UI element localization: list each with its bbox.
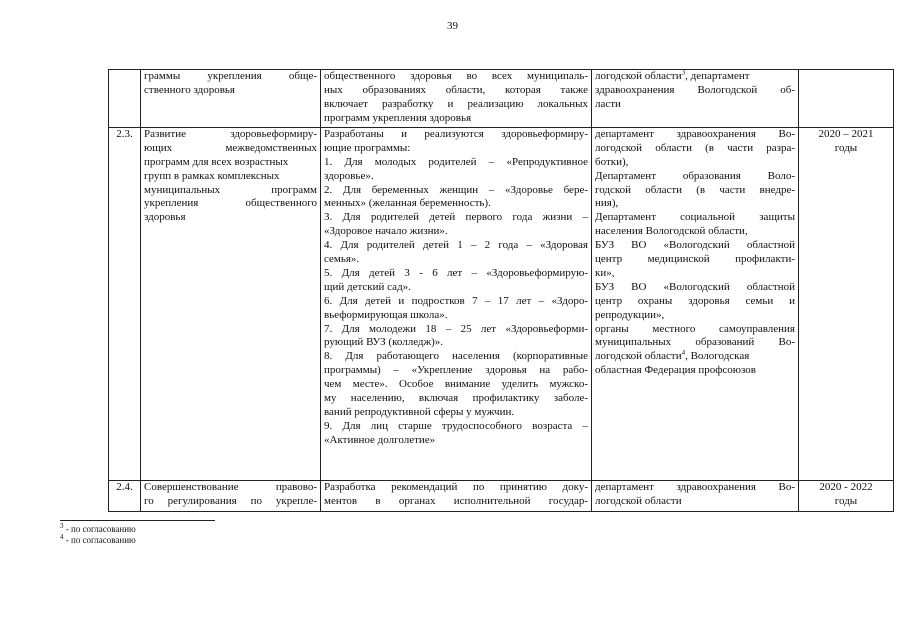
measure-title-line: укрепления общественного [144, 197, 317, 210]
executor-line: ботки), [595, 155, 629, 168]
footnote-mark: 3 [60, 522, 64, 530]
measure-title-line: Развитие здоровьеформиру- [144, 128, 317, 140]
content-line: 1. Для молодых родителей – «Репродуктивное [324, 155, 588, 168]
executor-line: Департамент образования Воло- [595, 169, 795, 182]
measure-content-cell [321, 128, 592, 481]
footnote-text: - по согласованию [63, 535, 136, 545]
executor-line: репродукции», [595, 308, 665, 321]
content-line: щий детский сад». [324, 280, 411, 293]
measure-content-cell [321, 481, 592, 512]
content-line: ных образованиях области, которая также [324, 83, 588, 96]
executor-line: департамент здравоохранения Во- [595, 481, 795, 493]
measure-title-line: групп в рамках комплексных [144, 169, 280, 182]
table-row [109, 70, 894, 128]
executor-line: органы местного самоуправления [595, 322, 795, 335]
footnote-ref: 4 [681, 350, 686, 357]
footnote-text: - по согласованию [63, 524, 136, 534]
content-line: ментов в органах исполнительной государ- [324, 494, 588, 507]
table-row [109, 481, 894, 512]
content-line: ющие программы: [324, 141, 411, 154]
executor-line: БУЗ ВО «Вологодский областной [595, 280, 795, 293]
executor-text: , Вологодская [685, 350, 750, 363]
executor-line: центр медицинской профилакти- [595, 253, 795, 266]
executor-line: муниципальных образований Во- [595, 336, 795, 349]
content-line: «Активное долголетие» [324, 433, 436, 446]
row-number: 2.3. [109, 128, 141, 481]
executors-cell [592, 481, 799, 512]
content-line: Разработаны и реализуются здоровьеформиру- [324, 128, 588, 140]
footnote-divider [60, 520, 215, 521]
dates-line: годы [834, 141, 858, 154]
footnote [60, 535, 136, 546]
executor-line: департамент здравоохранения Во- [595, 128, 795, 140]
executors-cell [592, 128, 799, 481]
content-line: программ укрепления здоровья [324, 111, 472, 124]
executor-line: областная Федерация профсоюзов [595, 364, 756, 377]
content-line: 9. Для лиц старше трудоспособного возраста – [324, 419, 588, 432]
footnotes [60, 524, 136, 546]
executor-line [595, 350, 795, 364]
executor-line: годской области (в части внедре- [595, 183, 795, 196]
measure-title-cell [141, 128, 321, 481]
dates-cell [799, 481, 894, 512]
measure-title-cell [141, 70, 321, 128]
content-line: программы) – «Укрепление здоровья на рабо- [324, 364, 588, 377]
content-line: Разработка рекомендаций по принятию доку- [324, 481, 588, 493]
footnote [60, 524, 136, 535]
measures-table [108, 69, 894, 512]
executor-line: населения Вологодской области, [595, 225, 748, 238]
executor-line: здравоохранения Вологодской об- [595, 83, 795, 96]
page-number: 39 [447, 20, 458, 32]
dates-line: 2020 – 2021 [818, 128, 874, 140]
measure-title-line: здоровья [144, 211, 186, 224]
table-row [109, 128, 894, 481]
executor-line [595, 70, 795, 84]
executors-cell [592, 70, 799, 128]
footnote-ref: 3 [681, 70, 686, 77]
executor-line: Департамент социальной защиты [595, 211, 795, 224]
content-line: 4. Для родителей детей 1 – 2 года – «Здоровая [324, 239, 588, 252]
content-line: 5. Для детей 3 - 6 лет – «Здоровьеформирую- [324, 266, 588, 279]
dates-line: 2020 - 2022 [819, 481, 873, 493]
content-line: вьеформирующая школа». [324, 308, 448, 321]
measure-title-cell [141, 481, 321, 512]
dates-cell [799, 70, 894, 128]
content-line: общественного здоровья во всех муниципаль- [324, 70, 588, 82]
measure-title-line: Совершенствование правово- [144, 481, 317, 493]
executor-text: , департамент [685, 70, 750, 82]
content-line: 6. Для детей и подростков 7 – 17 лет – «Здоро- [324, 294, 588, 307]
executor-line: центр охраны здоровья семьи и [595, 294, 795, 307]
content-line: 7. Для молодежи 18 – 25 лет «Здоровьеформи- [324, 322, 588, 335]
content-line: включает разработку и реализацию локальных [324, 97, 588, 110]
row-number [109, 70, 141, 128]
executor-line: логодской области [595, 494, 682, 507]
content-line: му населению, включая профилактику заболе- [324, 392, 588, 405]
content-line: рующий ВУЗ (колледж)». [324, 336, 444, 349]
executor-line: логодской области (в части разра- [595, 141, 795, 154]
content-line: здоровье». [324, 169, 374, 182]
executor-line: ласти [595, 97, 621, 110]
row-number: 2.4. [109, 481, 141, 512]
content-line: 2. Для беременных женщин – «Здоровье бере- [324, 183, 588, 196]
dates-cell [799, 128, 894, 481]
measure-title-line: граммы укрепления обще- [144, 70, 317, 82]
content-line: менных» (желанная беременность). [324, 197, 491, 210]
content-line: семья». [324, 253, 360, 266]
content-line: «Здоровое начало жизни». [324, 225, 448, 238]
footnote-mark: 4 [60, 533, 64, 541]
content-line: 8. Для работающего населения (корпоративные [324, 350, 588, 363]
content-line: 3. Для родителей детей первого года жизни – [324, 211, 588, 224]
measure-title-line: ственного здоровья [144, 83, 235, 96]
executor-line: БУЗ ВО «Вологодский областной [595, 239, 795, 252]
dates-line: годы [834, 494, 858, 507]
executor-text: логодской области [595, 350, 682, 363]
content-line: ваний репродуктивной сферы у мужчин. [324, 405, 515, 418]
measure-title-line: го регулирования по укрепле- [144, 494, 317, 507]
measure-title-line: муниципальных программ [144, 183, 317, 196]
measure-title-line: ющих межведомственных [144, 141, 317, 154]
content-line: чем месте». Особое внимание уделить мужско- [324, 378, 588, 391]
executor-line: ки», [595, 266, 615, 279]
measure-title-line: программ для всех возрастных [144, 155, 289, 168]
executor-line: ния), [595, 197, 619, 210]
measure-content-cell [321, 70, 592, 128]
executor-text: логодской области [595, 70, 682, 82]
